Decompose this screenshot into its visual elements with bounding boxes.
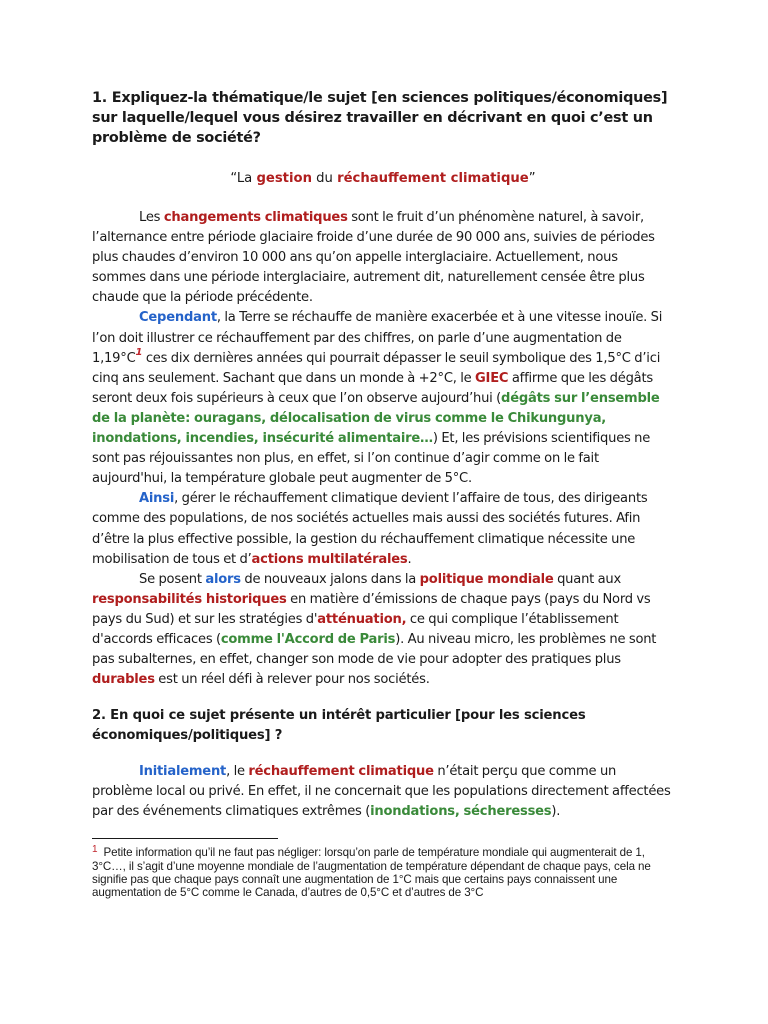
title-gestion: gestion: [256, 171, 312, 186]
footnote: [92, 846, 674, 899]
p1-text-a: Les: [139, 210, 164, 225]
paragraph-3: [92, 489, 674, 569]
keyword-degats: dégâts sur l’ensemble de la planète: ouragans, délocalisation de virus comme le Chikungunya, inondations, incendies, insécurité alimentaire…: [92, 390, 660, 447]
footnote-text: Petite information qu’il ne faut pas négliger: lorsqu’on parle de température mondiale qui augmenterait de 1, 3°C…, il s’agit d’une moyenne mondiale de l’augmentation de température dépendant de chaque pays, cela ne signifie pas que chaque pays connaît une augmentation de 1°C mais que certains pays connaissent une augmentation de 5°C comme le Canada, d’autres de 0,5°C et d’autres de 3°C: [92, 846, 651, 899]
p5-text-c: ).: [551, 804, 561, 820]
keyword-giec: GIEC: [475, 370, 509, 386]
p2-text-c: affirme que les dégâts seront deux fois supérieurs à ceux que l’on observe aujourd’hui (: [92, 370, 654, 406]
question-1-heading: 1. Expliquez-la thématique/le sujet [en sciences politiques/économiques] sur laquelle/lequel vous désirez travailler en décrivant en quoi c’est un problème de société?: [92, 90, 668, 146]
keyword-accord-de-paris: comme l'Accord de Paris: [220, 631, 396, 647]
p4-text-a: Se posent: [139, 571, 206, 587]
title-open: “La: [230, 171, 257, 186]
title-rechauffement: réchauffement climatique: [337, 171, 529, 186]
footnote-separator: [92, 838, 278, 839]
keyword-durables: durables: [92, 672, 155, 688]
keyword-responsabilites-historiques: responsabilités historiques: [92, 591, 287, 607]
keyword-politique-mondiale: politique mondiale: [419, 571, 554, 587]
title-mid: du: [311, 171, 338, 186]
keyword-cependant: Cependant: [139, 310, 217, 326]
paragraph-1: [92, 208, 674, 308]
p4-text-e: ce qui complique l’établissement d'accords efficaces (: [92, 611, 619, 647]
p5-text-b: n’était perçu que comme un problème local ou privé. En effet, il ne concernait que les populations directement affectées par des événements climatiques extrêmes (: [92, 764, 671, 820]
keyword-changements-climatiques: changements climatiques: [163, 210, 348, 225]
p2-text-a: , la Terre se réchauffe de manière exacerbée et à une vitesse inouïe. Si l’on doit illustrer ce réchauffement par des chiffres, on parle d’une augmentation de 1,19°C: [92, 310, 663, 366]
p5-text-a: , le: [226, 764, 249, 780]
title-close: ”: [528, 171, 536, 186]
keyword-rechauffement-climatique: réchauffement climatique: [248, 764, 434, 780]
p4-text-c: quant aux: [553, 571, 622, 587]
keyword-initialement: Initialement: [139, 764, 227, 780]
footnote-number: 1: [92, 844, 98, 855]
p4-text-f: ). Au niveau micro, les problèmes ne sont pas subalternes, en effet, changer son mode de vie pour adopter des pratiques plus: [92, 631, 657, 668]
keyword-ainsi: Ainsi: [139, 491, 175, 507]
footnote-reference[interactable]: 1: [135, 346, 143, 358]
p3-text-a: , gérer le réchauffement climatique devient l’affaire de tous, des dirigeants comme des populations, de nos sociétés actuelles mais aussi des sociétés futures. Afin d’être la plus effective possible, la gestion du réchauffement climatique nécessite une mobilisation de tous et d’: [92, 491, 648, 567]
topic-title: [92, 170, 674, 188]
keyword-attenuation: atténuation,: [317, 611, 407, 627]
keyword-inondations-secheresses: inondations, sécheresses: [370, 804, 552, 820]
p1-text-b: sont le fruit d’un phénomène naturel, à savoir, l’alternance entre période glaciaire froide d’une durée de 90 000 ans, suivies de périodes plus chaudes d’environ 10 000 ans qu’on appelle interglaciaire. Actuellement, nous sommes dans une période interglaciaire, autrement dit, naturellement censée être plus chaude que la période précédente.: [92, 210, 655, 306]
paragraph-4: [92, 570, 674, 691]
p2-text-d: ) Et, les prévisions scientifiques ne sont pas réjouissantes non plus, en effet, si l’on continue d’agir comme on le fait aujourd'hui, la température globale peut augmenter de 5°C.: [92, 431, 651, 487]
keyword-alors: alors: [205, 571, 241, 587]
p4-text-d: en matière d’émissions de chaque pays (pays du Nord vs pays du Sud) et sur les stratégies d': [92, 591, 651, 627]
document-body: [92, 88, 674, 823]
p2-text-b: ces dix dernières années qui pourrait dépasser le seuil symbolique des 1,5°C d’ici cinq ans seulement. Sachant que dans un monde à +2°C, le: [92, 350, 661, 386]
keyword-actions-multilaterales: actions multilatérales: [251, 551, 408, 567]
paragraph-2: [92, 308, 674, 489]
question-2-heading: 2. En quoi ce sujet présente un intérêt particulier [pour les sciences économiques/politiques] ?: [92, 708, 586, 744]
p4-text-b: de nouveaux jalons dans la: [240, 571, 420, 587]
p4-text-g: est un réel défi à relever pour nos sociétés.: [154, 672, 430, 688]
paragraph-5: [92, 762, 674, 822]
p3-text-b: .: [407, 551, 412, 567]
